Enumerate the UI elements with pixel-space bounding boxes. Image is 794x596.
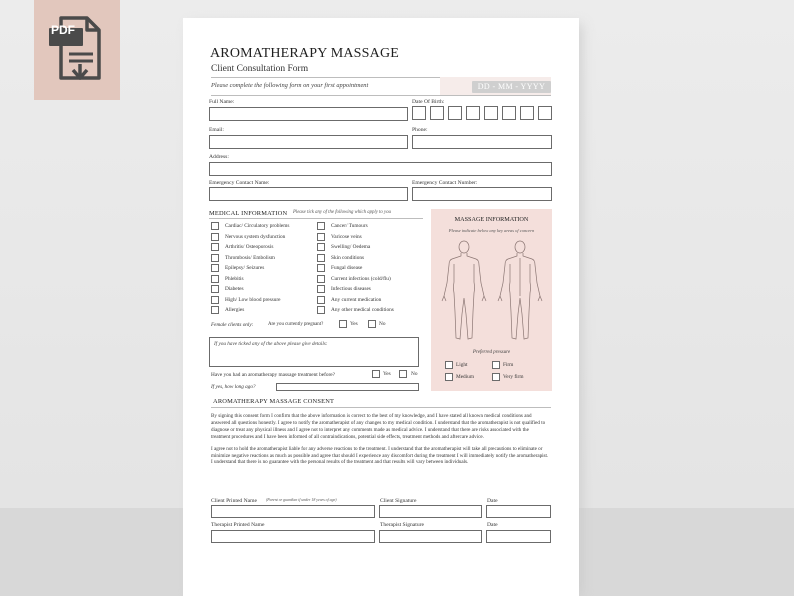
condition-left-checkbox[interactable] <box>211 296 219 304</box>
female-label: Female clients only: <box>211 322 254 328</box>
condition-right-checkbox[interactable] <box>317 243 325 251</box>
condition-left-label: Epilepsy/ Seizures <box>225 265 265 271</box>
consent-paragraph-1: By signing this consent form I confirm that the above information is correct to the best of my knowledge, and I have stated all known medical conditions and answered all questions honestly. I agree to notify the aromatherapist of any changes to my medical condition. I understand that the aromatherapist is not qualified to diagnose or treat any physical illness and I agree not to interpret any comments made as medical advice. I understand that there are risks associated with the treatment procedures and I have been informed of all contraindications, potential side effects, treatment methods and aftercare advice. <box>211 413 546 440</box>
dob-month-2[interactable] <box>466 106 480 120</box>
condition-left-label: Thrombosis/ Embolism <box>225 254 275 261</box>
consent-heading: AROMATHERAPY MASSAGE CONSENT <box>213 398 335 405</box>
condition-right-checkbox[interactable] <box>317 285 325 293</box>
pressure-light-label: Light <box>456 362 468 368</box>
condition-right-checkbox[interactable] <box>317 264 325 272</box>
condition-right-label: Skin conditions <box>331 254 365 261</box>
how-long-label: If yes, how long ago? <box>211 384 256 390</box>
client-signature-input[interactable] <box>379 505 482 518</box>
previous-treatment-question: Have you had an aromatherapy massage treatment before? <box>211 372 335 378</box>
condition-right-label: Varicose veins <box>331 233 362 240</box>
condition-right-label: Any current medication <box>331 296 382 303</box>
therapist-signature-input[interactable] <box>379 530 482 543</box>
condition-right-checkbox[interactable] <box>317 296 325 304</box>
condition-right-checkbox[interactable] <box>317 275 325 283</box>
condition-right-label: Infectious diseases <box>331 286 371 292</box>
client-name-label: Client Printed Name <box>211 498 257 504</box>
form-subtitle: Client Consultation Form <box>211 64 309 74</box>
email-label: Email: <box>209 127 224 133</box>
consent-text <box>211 413 549 471</box>
condition-left-checkbox[interactable] <box>211 222 219 230</box>
condition-left-label: Cardiac/ Circulatory problems <box>225 223 290 229</box>
medical-rule <box>209 218 423 219</box>
condition-left-checkbox[interactable] <box>211 264 219 272</box>
dob-month-1[interactable] <box>448 106 462 120</box>
form-instructions: Please complete the following form on your first appointment <box>211 82 369 89</box>
previous-no-label: No <box>411 371 418 377</box>
condition-left-label: Allergies <box>225 307 245 313</box>
client-name-input[interactable] <box>211 505 375 518</box>
condition-left-label: Phlebitis <box>225 275 244 282</box>
previous-no-checkbox[interactable] <box>399 370 407 378</box>
pressure-firm-label: Firm <box>503 362 514 368</box>
condition-right-checkbox[interactable] <box>317 233 325 241</box>
condition-left-checkbox[interactable] <box>211 306 219 314</box>
pressure-very-firm-label: Very firm <box>503 374 524 380</box>
pdf-badge <box>34 0 120 100</box>
condition-left-label: Arthritis/ Osteoporosis <box>225 244 274 250</box>
dob-year-1[interactable] <box>484 106 498 120</box>
email-input[interactable] <box>209 135 408 149</box>
phone-label: Phone: <box>412 127 428 133</box>
how-long-input[interactable] <box>276 383 419 391</box>
dob-day-1[interactable] <box>412 106 426 120</box>
form-title: AROMATHERAPY MASSAGE <box>210 46 400 61</box>
condition-right-checkbox[interactable] <box>317 222 325 230</box>
therapist-date-input[interactable] <box>486 530 551 543</box>
condition-right-label: Cancer/ Tumours <box>331 223 368 229</box>
condition-left-checkbox[interactable] <box>211 233 219 241</box>
condition-left-label: High/ Low blood pressure <box>225 296 281 303</box>
condition-left-label: Nervous system dysfunction <box>225 233 286 240</box>
pressure-label: Preferred pressure <box>472 350 511 355</box>
client-date-input[interactable] <box>486 505 551 518</box>
pressure-very-firm-checkbox[interactable] <box>492 373 500 381</box>
emergency-number-label: Emergency Contact Number: <box>412 180 478 186</box>
dob-label: Date Of Birth: <box>412 99 445 105</box>
condition-left-checkbox[interactable] <box>211 275 219 283</box>
pregnant-yes-label: Yes <box>350 321 358 327</box>
instructions-rule <box>211 95 551 96</box>
client-date-label: Date <box>487 498 498 504</box>
form-date[interactable]: DD - MM - YYYY <box>472 81 551 93</box>
dob-day-2[interactable] <box>430 106 444 120</box>
massage-note: Please indicate below any key areas of concern <box>448 228 535 233</box>
pregnant-no-label: No <box>379 321 386 327</box>
massage-heading: MASSAGE INFORMATION <box>454 216 529 223</box>
body-diagram-icon[interactable] <box>436 238 548 346</box>
therapist-date-label: Date <box>487 522 498 528</box>
condition-right-checkbox[interactable] <box>317 254 325 262</box>
client-signature-label: Client Signature <box>380 498 417 504</box>
address-input[interactable] <box>209 162 552 176</box>
emergency-name-label: Emergency Contact Name: <box>209 180 270 186</box>
consent-rule <box>211 407 551 408</box>
consent-paragraph-2: I agree not to hold the aromatherapist liable for any adverse reactions to the treatment. I understand that the aromatherapist will take all precautions to eliminate or minimize negative reactions as much as possible and agree that should I experience any discomfort during the treatment I will immediately notify the aromatherapist. I understand that there is no guarantee with the personal results of the treatment and that results will vary between individuals. <box>211 445 549 466</box>
medical-note: Please tick any of the following which apply to you <box>293 210 391 215</box>
condition-left-label: Diabetes <box>225 286 244 292</box>
pressure-medium-label: Medium <box>456 374 474 380</box>
emergency-number-input[interactable] <box>412 187 552 201</box>
therapist-name-label: Therapist Printed Name <box>211 522 265 528</box>
medical-details-prompt: If you have ticked any of the above please give details: <box>214 341 328 347</box>
address-label: Address: <box>209 154 229 160</box>
dob-year-4[interactable] <box>538 106 552 120</box>
medical-heading: MEDICAL INFORMATION <box>209 210 288 217</box>
condition-right-label: Fungal disease <box>331 265 363 271</box>
condition-right-label: Swelling/ Oedema <box>331 244 371 250</box>
emergency-name-input[interactable] <box>209 187 408 201</box>
dob-year-2[interactable] <box>502 106 516 120</box>
therapist-name-input[interactable] <box>211 530 375 543</box>
pressure-medium-checkbox[interactable] <box>445 373 453 381</box>
dob-year-3[interactable] <box>520 106 534 120</box>
condition-left-checkbox[interactable] <box>211 243 219 251</box>
condition-right-label: Current infections (cold/flu) <box>331 275 391 282</box>
full-name-label: Full Name: <box>209 99 235 105</box>
condition-right-label: Any other medical conditions <box>331 307 394 313</box>
pressure-firm-checkbox[interactable] <box>492 361 500 369</box>
phone-input[interactable] <box>412 135 552 149</box>
pregnant-yes-checkbox[interactable] <box>339 320 347 328</box>
condition-left-checkbox[interactable] <box>211 285 219 293</box>
therapist-signature-label: Therapist Signature <box>380 522 424 528</box>
pregnant-question: Are you currently pregnant? <box>268 322 324 327</box>
client-name-note: (Parent or guardian if under 18 years of age) <box>266 498 337 502</box>
pdf-label: PDF <box>51 23 75 37</box>
full-name-input[interactable] <box>209 107 408 121</box>
condition-right-checkbox[interactable] <box>317 306 325 314</box>
pressure-light-checkbox[interactable] <box>445 361 453 369</box>
previous-yes-checkbox[interactable] <box>372 370 380 378</box>
pregnant-no-checkbox[interactable] <box>368 320 376 328</box>
condition-left-checkbox[interactable] <box>211 254 219 262</box>
previous-yes-label: Yes <box>383 371 391 377</box>
